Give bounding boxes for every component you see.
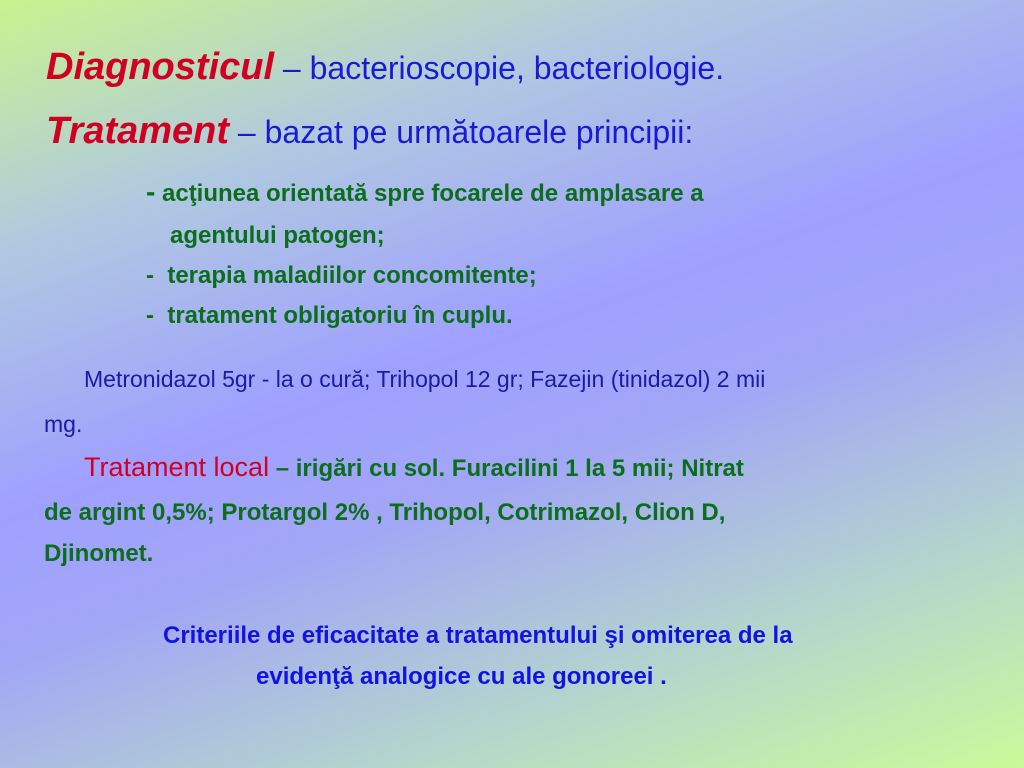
treatment-term: Tratament bbox=[46, 110, 230, 152]
principle-item-1 bbox=[146, 176, 704, 208]
diagnosis-line bbox=[46, 46, 724, 89]
criteria-line-1: Criteriile de eficacitate a tratamentului şi omiterea de la bbox=[163, 622, 793, 649]
medication-line-1: Metronidazol 5gr - la o cură; Trihopol 12 gr; Fazejin (tinidazol) 2 mii bbox=[84, 366, 766, 392]
principle-dash-3: - bbox=[146, 302, 154, 329]
medication-line-2: mg. bbox=[44, 411, 83, 437]
local-treatment-line-2: de argint 0,5%; Protargol 2% , Trihopol, Cotrimazol, Clion D, bbox=[44, 499, 726, 526]
principle-text-3: tratament obligatoriu în cuplu. bbox=[154, 302, 513, 329]
diagnosis-term: Diagnosticul bbox=[46, 46, 275, 88]
principle-text-1: acţiunea orientată spre focarele de amplasare a bbox=[155, 180, 704, 207]
treatment-line bbox=[46, 110, 693, 153]
criteria-line-2: evidenţă analogice cu ale gonoreei . bbox=[256, 663, 667, 690]
local-treatment-line-3: Djinomet. bbox=[44, 540, 154, 567]
principle-item-3 bbox=[146, 302, 513, 330]
principle-text-1b: agentului patogen; bbox=[170, 222, 385, 249]
treatment-text: – bazat pe următoarele principii: bbox=[229, 114, 694, 150]
principle-item-1-continued bbox=[170, 222, 385, 250]
local-treatment-term: Tratament local bbox=[84, 452, 270, 482]
principle-dash-1: - bbox=[146, 176, 156, 207]
diagnosis-text: – bacterioscopie, bacteriologie. bbox=[274, 50, 725, 86]
local-treatment-text-1: – irigări cu sol. Furacilini 1 la 5 mii; Nitrat bbox=[269, 455, 744, 482]
principle-text-2: terapia maladiilor concomitente; bbox=[154, 262, 537, 289]
local-treatment-line-1 bbox=[84, 452, 744, 483]
principle-item-2 bbox=[146, 262, 537, 290]
principle-dash-2: - bbox=[146, 262, 154, 289]
